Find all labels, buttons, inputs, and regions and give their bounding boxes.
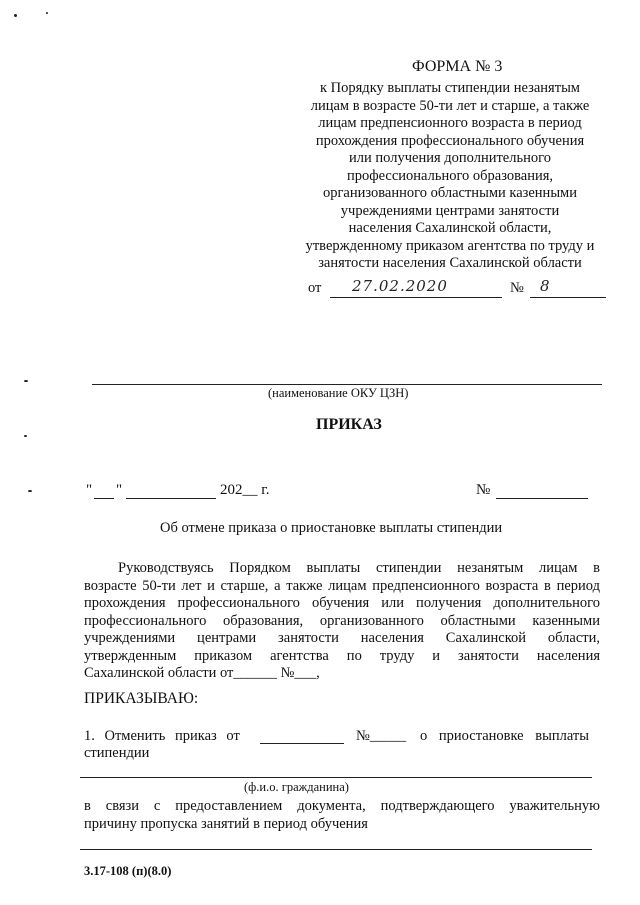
date-quote-close: "	[116, 482, 123, 498]
reference-date-row	[308, 277, 608, 302]
reference-line: лицам в возрасте 50-ти лет и старше, а также	[310, 97, 590, 114]
reason-blank-line	[80, 849, 592, 850]
reference-line: лицам предпенсионного возраста в период	[318, 115, 582, 131]
order-date-row	[84, 482, 604, 504]
order-number-underline	[496, 498, 588, 499]
item-1-continuation: стипендии	[84, 745, 150, 761]
reference-line: утвержденному приказом агентства по труду и	[305, 237, 595, 254]
reference-line: прохождения профессионального обучения	[315, 132, 585, 149]
reference-line: или получения дополнительного	[349, 150, 551, 166]
org-name-caption: (наименование ОКУ ЦЗН)	[268, 386, 409, 400]
scan-mark	[46, 12, 48, 14]
number-underline	[530, 297, 606, 298]
number-label: №	[510, 280, 524, 296]
from-label: от	[308, 280, 322, 296]
order-subject: Об отмене приказа о приостановке выплаты стипендии	[160, 520, 503, 536]
handwritten-date: 27.02.2020	[352, 277, 448, 295]
reason-paragraph	[84, 798, 600, 833]
scan-mark	[14, 14, 17, 17]
date-underline	[330, 297, 502, 298]
item-1-row	[84, 728, 600, 748]
item-1-text: 1. Отменить приказ от	[84, 728, 240, 744]
scan-mark	[28, 490, 32, 492]
order-word: ПРИКАЗЫВАЮ:	[84, 690, 199, 707]
citizen-name-line	[80, 777, 592, 778]
basis-line: учреждениями центрами занятости населения Сахалинской области,	[84, 630, 600, 646]
reference-line: населения Сахалинской области,	[348, 220, 552, 236]
form-title: ФОРМА № 3	[412, 58, 503, 75]
reason-line: в связи с предоставлением документа, подтверждающего уважительную	[84, 798, 600, 814]
day-underline	[94, 498, 114, 499]
basis-paragraph	[84, 560, 600, 683]
reference-block	[290, 80, 610, 273]
month-underline	[126, 498, 216, 499]
scan-mark	[24, 380, 28, 382]
citizen-name-caption: (ф.и.о. гражданина)	[244, 780, 349, 794]
order-title: ПРИКАЗ	[316, 416, 382, 433]
reference-line: профессионального образования,	[346, 167, 554, 184]
form-code: 3.17-108 (п)(8.0)	[84, 864, 172, 878]
basis-line: Руководствуясь Порядком выплаты стипендии незанятым лицам в	[118, 560, 600, 576]
basis-line: возрасте 50-ти лет и старше, а также лицам предпенсионного возраста в период	[84, 577, 600, 594]
item-1-text-2: о приостановке выплаты	[420, 728, 589, 744]
reference-line: организованного областными казенными	[322, 185, 577, 201]
year-label: 202__ г.	[220, 482, 270, 498]
item-1-number: №_____	[356, 728, 407, 744]
reference-line: учреждениями центрами занятости	[340, 202, 560, 219]
reference-line: занятости населения Сахалинской области	[318, 255, 582, 271]
order-number-label: №	[476, 482, 491, 498]
basis-line: прохождения профессионального обучения или получения дополнительного	[84, 595, 600, 611]
org-name-line	[92, 384, 602, 385]
date-quote-open: "	[86, 482, 93, 498]
reason-line: причину пропуска занятий в период обучения	[84, 815, 368, 832]
basis-line: профессионального образования, организованного областными казенными	[84, 612, 600, 629]
basis-line: Сахалинской области от______ №___,	[84, 665, 320, 681]
handwritten-number: 8	[540, 277, 551, 295]
reference-line: к Порядку выплаты стипендии незанятым	[320, 80, 580, 96]
basis-line: утвержденным приказом агентства по труду и занятости населения	[84, 647, 600, 664]
item-1-date-underline	[260, 743, 344, 744]
scan-mark	[24, 435, 27, 437]
